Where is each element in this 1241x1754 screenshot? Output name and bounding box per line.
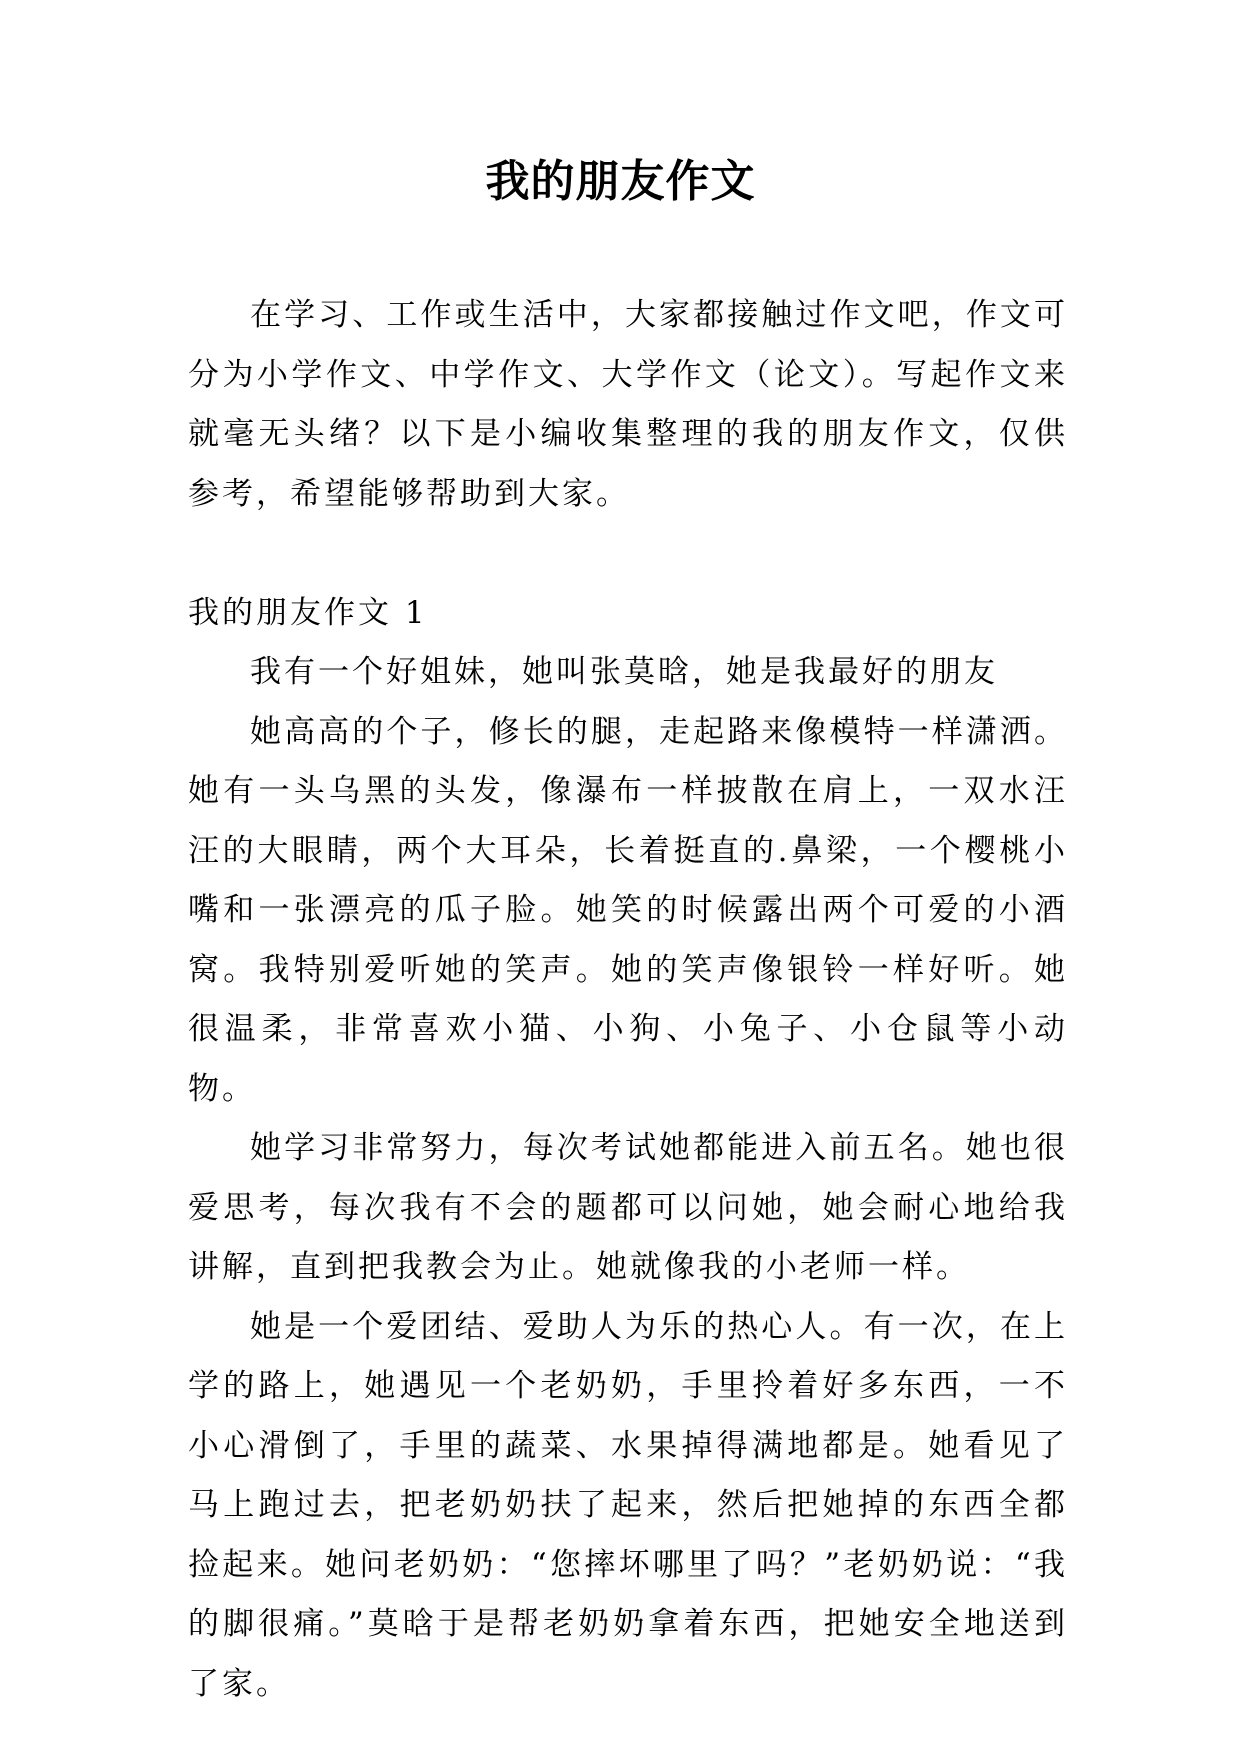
document-title: 我的朋友作文 <box>485 156 756 207</box>
document-body <box>188 286 1068 1714</box>
intro-paragraph: 在学习、工作或生活中，大家都接触过作文吧，作文可分为小学作文、中学作文、大学作文（论文）。写起作文来就毫无头绪？以下是小编收集整理的我的朋友作文，仅供参考，希望能够帮助到大家。 <box>188 297 1068 512</box>
body-paragraph-3: 她学习非常努力，每次考试她都能进入前五名。她也很爱思考，每次我有不会的题都可以问她，她会耐心地给我讲解，直到把我教会为止。她就像我的小老师一样。 <box>188 1130 1068 1285</box>
section-heading: 我的朋友作文 1 <box>188 594 428 631</box>
body-paragraph-1: 我有一个好姐妹，她叫张莫晗，她是我最好的朋友 <box>250 654 998 690</box>
body-paragraph-4: 她是一个爱团结、爱助人为乐的热心人。有一次，在上学的路上，她遇见一个老奶奶，手里拎着好多东西，一不小心滑倒了，手里的蔬菜、水果掉得满地都是。她看见了马上跑过去，把老奶奶扶了起来，然后把她掉的东西全都捡起来。她问老奶奶：“您摔坏哪里了吗？”老奶奶说：“我的脚很痛。”莫晗于是帮老奶奶拿着东西，把她安全地送到了家。 <box>188 1308 1068 1702</box>
body-paragraph-2: 她高高的个子，修长的腿，走起路来像模特一样潇洒。她有一头乌黑的头发，像瀑布一样披散在肩上，一双水汪汪的大眼睛，两个大耳朵，长着挺直的.鼻梁，一个樱桃小嘴和一张漂亮的瓜子脸。她笑的时候露出两个可爱的小酒窝。我特别爱听她的笑声。她的笑声像银铃一样好听。她很温柔，非常喜欢小猫、小狗、小兔子、小仓鼠等小动物。 <box>188 713 1068 1107</box>
